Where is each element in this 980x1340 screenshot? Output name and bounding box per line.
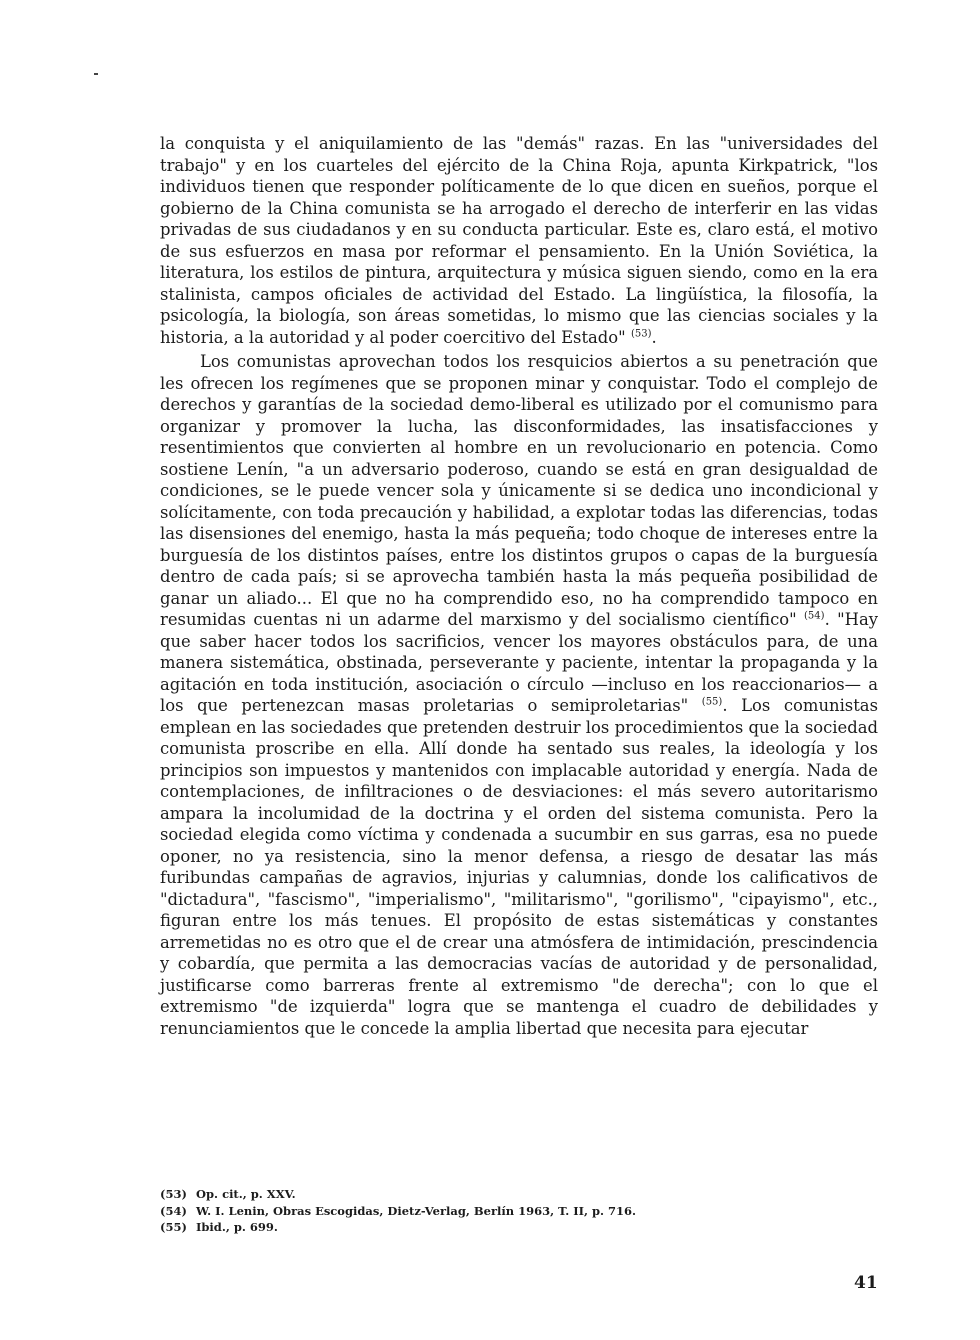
paragraph-1 (160, 133, 878, 348)
paragraph-2-text-c: . Los comunistas emplean en las sociedades que pretenden destruir los procedimientos que la sociedad comunista proscribe en ella. Allí donde ha sentado sus reales, la ideología y los principios son impuestos y mantenidos con implacable autoridad y energía. Nada de contemplaciones, de infiltraciones o de desviaciones: el más severo autoritarismo ampara la incolumidad de la doctrina y el orden del sistema comunista. Pero la sociedad elegida como víctima y condenada a sucumbir en sus garras, esa no puede oponer, no ya resistencia, sino la menor defensa, a riesgo de desatar las más furibundas campañas de agravios, injurias y calumnias, donde los calificativos de "dictadura", "fascismo", "imperialismo", "militarismo", "gorilismo", "cipayismo", etc., figuran entre los más tenues. El propósito de estas sistemáticas y constantes arremetidas no es otro que el de crear una atmósfera de intimidación, prescindencia y cobardía, que permita a las democracias vacías de autoridad y de personalidad, justificarse como barreras frente al extremismo "de derecha"; con lo que el extremismo "de izquierda" logra que se mantenga el cuadro de debilidades y renunciamientos que le concede la amplia libertad que necesita para ejecutar (160, 696, 878, 1038)
footnote-number: (53) (160, 1187, 187, 1201)
footnote-ref-55: (55) (701, 696, 723, 708)
footnote-ref-53: (53) (630, 328, 652, 340)
page-number: 41 (854, 1273, 878, 1293)
scan-speck (94, 73, 98, 75)
footnote-text: W. I. Lenin, Obras Escogidas, Dietz-Verlag, Berlín 1963, T. II, p. 716. (196, 1203, 637, 1218)
paragraph-1-end: . (651, 327, 657, 347)
paragraph-2-text-b: . "Hay que saber hacer todos los sacrificios, vencer los mayores obstáculos para, de una manera sistemática, obstinada, perseverante y paciente, intentar la propaganda y la agitación en toda institución, asociación o círculo —incluso en los reaccionarios— a los que pertenezcan masas proletarias o semiproletarias" (160, 610, 878, 715)
footnote-55 (160, 1219, 860, 1236)
footnote-text: Op. cit., p. XXV. (196, 1187, 296, 1201)
footnote-text: Ibid., p. 699. (196, 1220, 278, 1234)
footnote-separator (160, 1172, 220, 1173)
footnote-number: (54) (160, 1203, 187, 1218)
body-text (160, 133, 878, 1039)
footnote-number: (55) (160, 1220, 187, 1234)
paragraph-1-text: la conquista y el aniquilamiento de las "demás" razas. En las "universidades del trabajo" y en los cuarteles del ejército de la China Roja, apunta Kirkpatrick, "los individuos tienen que responder políticamente de lo que dicen en sueños, porque el gobierno de la China comunista se ha arrogado el derecho de interferir en las vidas privadas de sus ciudadanos y en su conducta particular. Este es, claro está, el motivo de sus esfuerzos en masa por reformar el pensamiento. En la Unión Soviética, la literatura, los estilos de pintura, arquitectura y música siguen siendo, como en la era stalinista, campos oficiales de actividad del Estado. La lingüística, la filosofía, la psicología, la biología, son áreas sometidas, lo mismo que las ciencias sociales y la historia, a la autoridad y al poder coercitivo del Estado" (160, 134, 878, 347)
footnote-53 (160, 1186, 860, 1203)
footnote-ref-54: (54) (804, 610, 825, 622)
footnote-54 (160, 1203, 860, 1220)
footnotes (160, 1186, 860, 1236)
paragraph-2 (160, 351, 878, 1039)
paragraph-2-text-a: Los comunistas aprovechan todos los resquicios abiertos a su penetración que les ofrecen los regímenes que se proponen minar y conquistar. Todo el complejo de derechos y garantías de la sociedad demo-liberal es utilizado por el comunismo para organizar y promover la lucha, las disconformidades, las insatisfacciones y resentimientos que convierten al hombre en un revolucionario en potencia. Como sostiene Lenín, "a un adversario poderoso, cuando se está en gran desigualdad de condiciones, se le puede vencer sola y únicamente si se dedica uno incondicional y solícitamente, con toda precaución y habilidad, a explotar todas las diferencias, todas las disensiones del enemigo, hasta la más pequeña; todo choque de intereses entre la burguesía de los distintos países, entre los distintos grupos o capas de la burguesía dentro de cada país; si se aprovecha también hasta la más pequeña posibilidad de ganar un aliado... El que no ha comprendido eso, no ha comprendido tampoco en resumidas cuentas ni un adarme del marxismo y del socialismo científico" (160, 352, 878, 629)
